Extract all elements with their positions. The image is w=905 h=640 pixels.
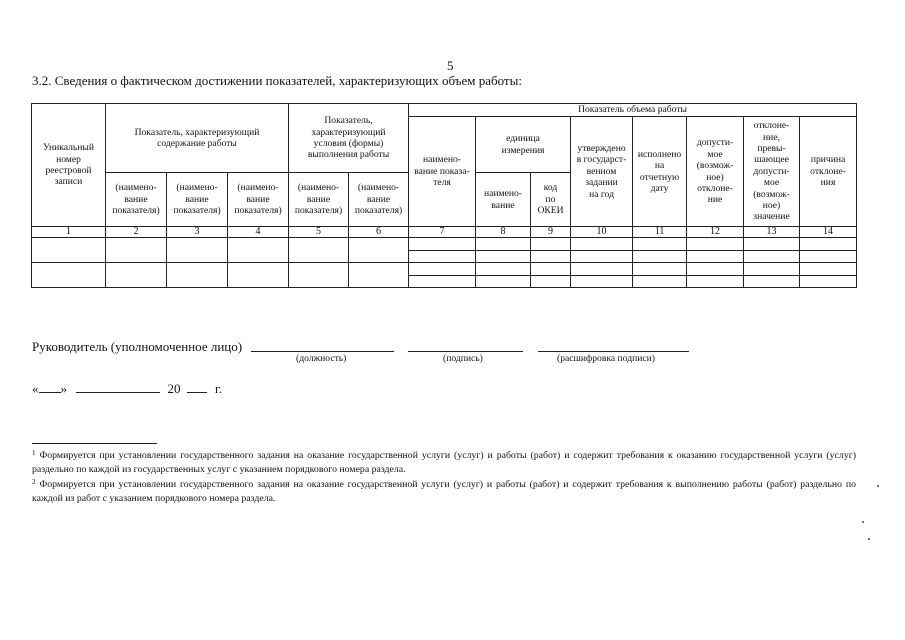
table-cell[interactable]: [633, 263, 687, 276]
header-unit-name: наимено- вание: [476, 173, 531, 227]
table-cell[interactable]: [167, 238, 228, 263]
table-cell[interactable]: [571, 250, 633, 263]
column-number: 11: [633, 227, 687, 238]
table-cell[interactable]: [571, 275, 633, 288]
column-number: 6: [349, 227, 409, 238]
day-blank[interactable]: [39, 381, 61, 393]
table-cell[interactable]: [228, 238, 289, 263]
table-cell[interactable]: [800, 250, 857, 263]
table-cell[interactable]: [106, 238, 167, 263]
column-number-row: [32, 227, 857, 238]
table-cell[interactable]: [800, 238, 857, 251]
column-number: 9: [531, 227, 571, 238]
table-cell[interactable]: [744, 275, 800, 288]
page-number: 5: [447, 58, 454, 73]
year-prefix: 20: [167, 381, 181, 396]
table-cell[interactable]: [744, 238, 800, 251]
column-number: 4: [228, 227, 289, 238]
table-row: [32, 238, 857, 251]
header-okei-code: код по ОКЕИ: [531, 173, 571, 227]
header-unit-group: единица измерения: [476, 117, 571, 173]
table-cell[interactable]: [687, 275, 744, 288]
table-cell[interactable]: [800, 263, 857, 276]
scan-speck: [868, 538, 870, 540]
table-cell[interactable]: [744, 250, 800, 263]
column-number: 1: [32, 227, 106, 238]
position-line[interactable]: [251, 351, 394, 352]
footnote-mark: 2: [32, 478, 36, 486]
header-indicator-name: наимено- вание показа- теля: [409, 117, 476, 227]
table-row: [32, 263, 857, 276]
table-cell[interactable]: [476, 250, 531, 263]
column-number: 13: [744, 227, 800, 238]
footnote-divider: [32, 443, 157, 444]
year-suffix: г.: [215, 381, 223, 396]
footnote-mark: 1: [32, 449, 36, 457]
column-number: 2: [106, 227, 167, 238]
table-cell[interactable]: [409, 250, 476, 263]
header-allowed-deviation: допусти- мое (возмож- ное) отклоне- ние: [687, 117, 744, 227]
column-number: 3: [167, 227, 228, 238]
date-close-quote: »: [60, 381, 67, 396]
column-number: 12: [687, 227, 744, 238]
table-cell[interactable]: [476, 275, 531, 288]
table-cell[interactable]: [687, 238, 744, 251]
header-executed: исполнено на отчетную дату: [633, 117, 687, 227]
table-cell[interactable]: [476, 263, 531, 276]
table-cell[interactable]: [349, 263, 409, 288]
table-cell[interactable]: [476, 238, 531, 251]
position-caption: (должность): [296, 353, 347, 364]
work-volume-table: [31, 103, 857, 288]
header-excess-deviation: отклоне- ние, превы- шающее допусти- мое (возмож- ное) значение: [744, 117, 800, 227]
table-cell[interactable]: [289, 238, 349, 263]
year-blank[interactable]: [187, 381, 207, 393]
header-deviation-reason: причина отклоне- ния: [800, 117, 857, 227]
table-cell[interactable]: [167, 263, 228, 288]
signature-caption: (подпись): [443, 353, 483, 364]
header-approved: утверждено в государст- венном задании на год: [571, 117, 633, 227]
month-blank[interactable]: [76, 381, 160, 393]
table-cell[interactable]: [571, 263, 633, 276]
scan-speck: [862, 521, 864, 523]
column-number: 14: [800, 227, 857, 238]
table-cell[interactable]: [531, 238, 571, 251]
table-cell[interactable]: [800, 275, 857, 288]
table-cell[interactable]: [571, 238, 633, 251]
table-cell[interactable]: [409, 238, 476, 251]
signature-line[interactable]: [408, 351, 523, 352]
table-cell[interactable]: [687, 263, 744, 276]
table-cell[interactable]: [228, 263, 289, 288]
decode-line[interactable]: [538, 351, 689, 352]
section-title: 3.2. Сведения о фактическом достижении показателей, характеризующих объем работы:: [32, 73, 522, 88]
footnote-text: Формируется при установлении государственного задания на оказание государственной услуги (услуг) и работы (работ) и содержит требования к выполнению работы (работ) раздельно по каждой из работ с указанием порядкового номера раздела.: [32, 479, 856, 504]
table-cell[interactable]: [633, 275, 687, 288]
table-cell[interactable]: [744, 263, 800, 276]
header-sub-indicator: (наимено- вание показателя): [349, 173, 409, 227]
footnote-1: [32, 446, 856, 477]
table-cell[interactable]: [531, 263, 571, 276]
decode-caption: (расшифровка подписи): [557, 353, 655, 364]
column-number: 8: [476, 227, 531, 238]
table-cell[interactable]: [106, 263, 167, 288]
table-cell[interactable]: [289, 263, 349, 288]
table-cell[interactable]: [633, 238, 687, 251]
header-sub-indicator: (наимено- вание показателя): [289, 173, 349, 227]
column-number: 5: [289, 227, 349, 238]
header-content-indicator: Показатель, характеризующий содержание работы: [106, 104, 289, 173]
footnote-2: [32, 475, 856, 506]
date-open-quote: «: [32, 381, 39, 396]
table-cell[interactable]: [531, 275, 571, 288]
column-number: 10: [571, 227, 633, 238]
table-cell[interactable]: [687, 250, 744, 263]
signer-label: Руководитель (уполномоченное лицо): [32, 339, 243, 354]
table-cell[interactable]: [409, 275, 476, 288]
date-row: [32, 381, 222, 397]
table-cell[interactable]: [409, 263, 476, 276]
scan-speck: [877, 485, 879, 487]
footnote-text: Формируется при установлении государственного задания на оказание государственной услуги (услуг) и работы (работ) и содержит требования к оказанию государственной услуги (услуг) раздельно по каждой из государственных услуг с указанием порядкового номера раздела.: [32, 450, 856, 475]
header-volume-indicator: Показатель объема работы: [409, 104, 857, 117]
header-sub-indicator: (наимено- вание показателя): [167, 173, 228, 227]
header-sub-indicator: (наимено- вание показателя): [106, 173, 167, 227]
header-unique-number: Уникальный номер реестровой записи: [32, 104, 106, 227]
header-conditions-indicator: Показатель, характеризующий условия (формы) выполнения работы: [289, 104, 409, 173]
header-sub-indicator: (наимено- вание показателя): [228, 173, 289, 227]
table-cell[interactable]: [349, 238, 409, 263]
table-cell[interactable]: [633, 250, 687, 263]
table-cell[interactable]: [531, 250, 571, 263]
table-cell[interactable]: [32, 238, 106, 263]
column-number: 7: [409, 227, 476, 238]
table-cell[interactable]: [32, 263, 106, 288]
